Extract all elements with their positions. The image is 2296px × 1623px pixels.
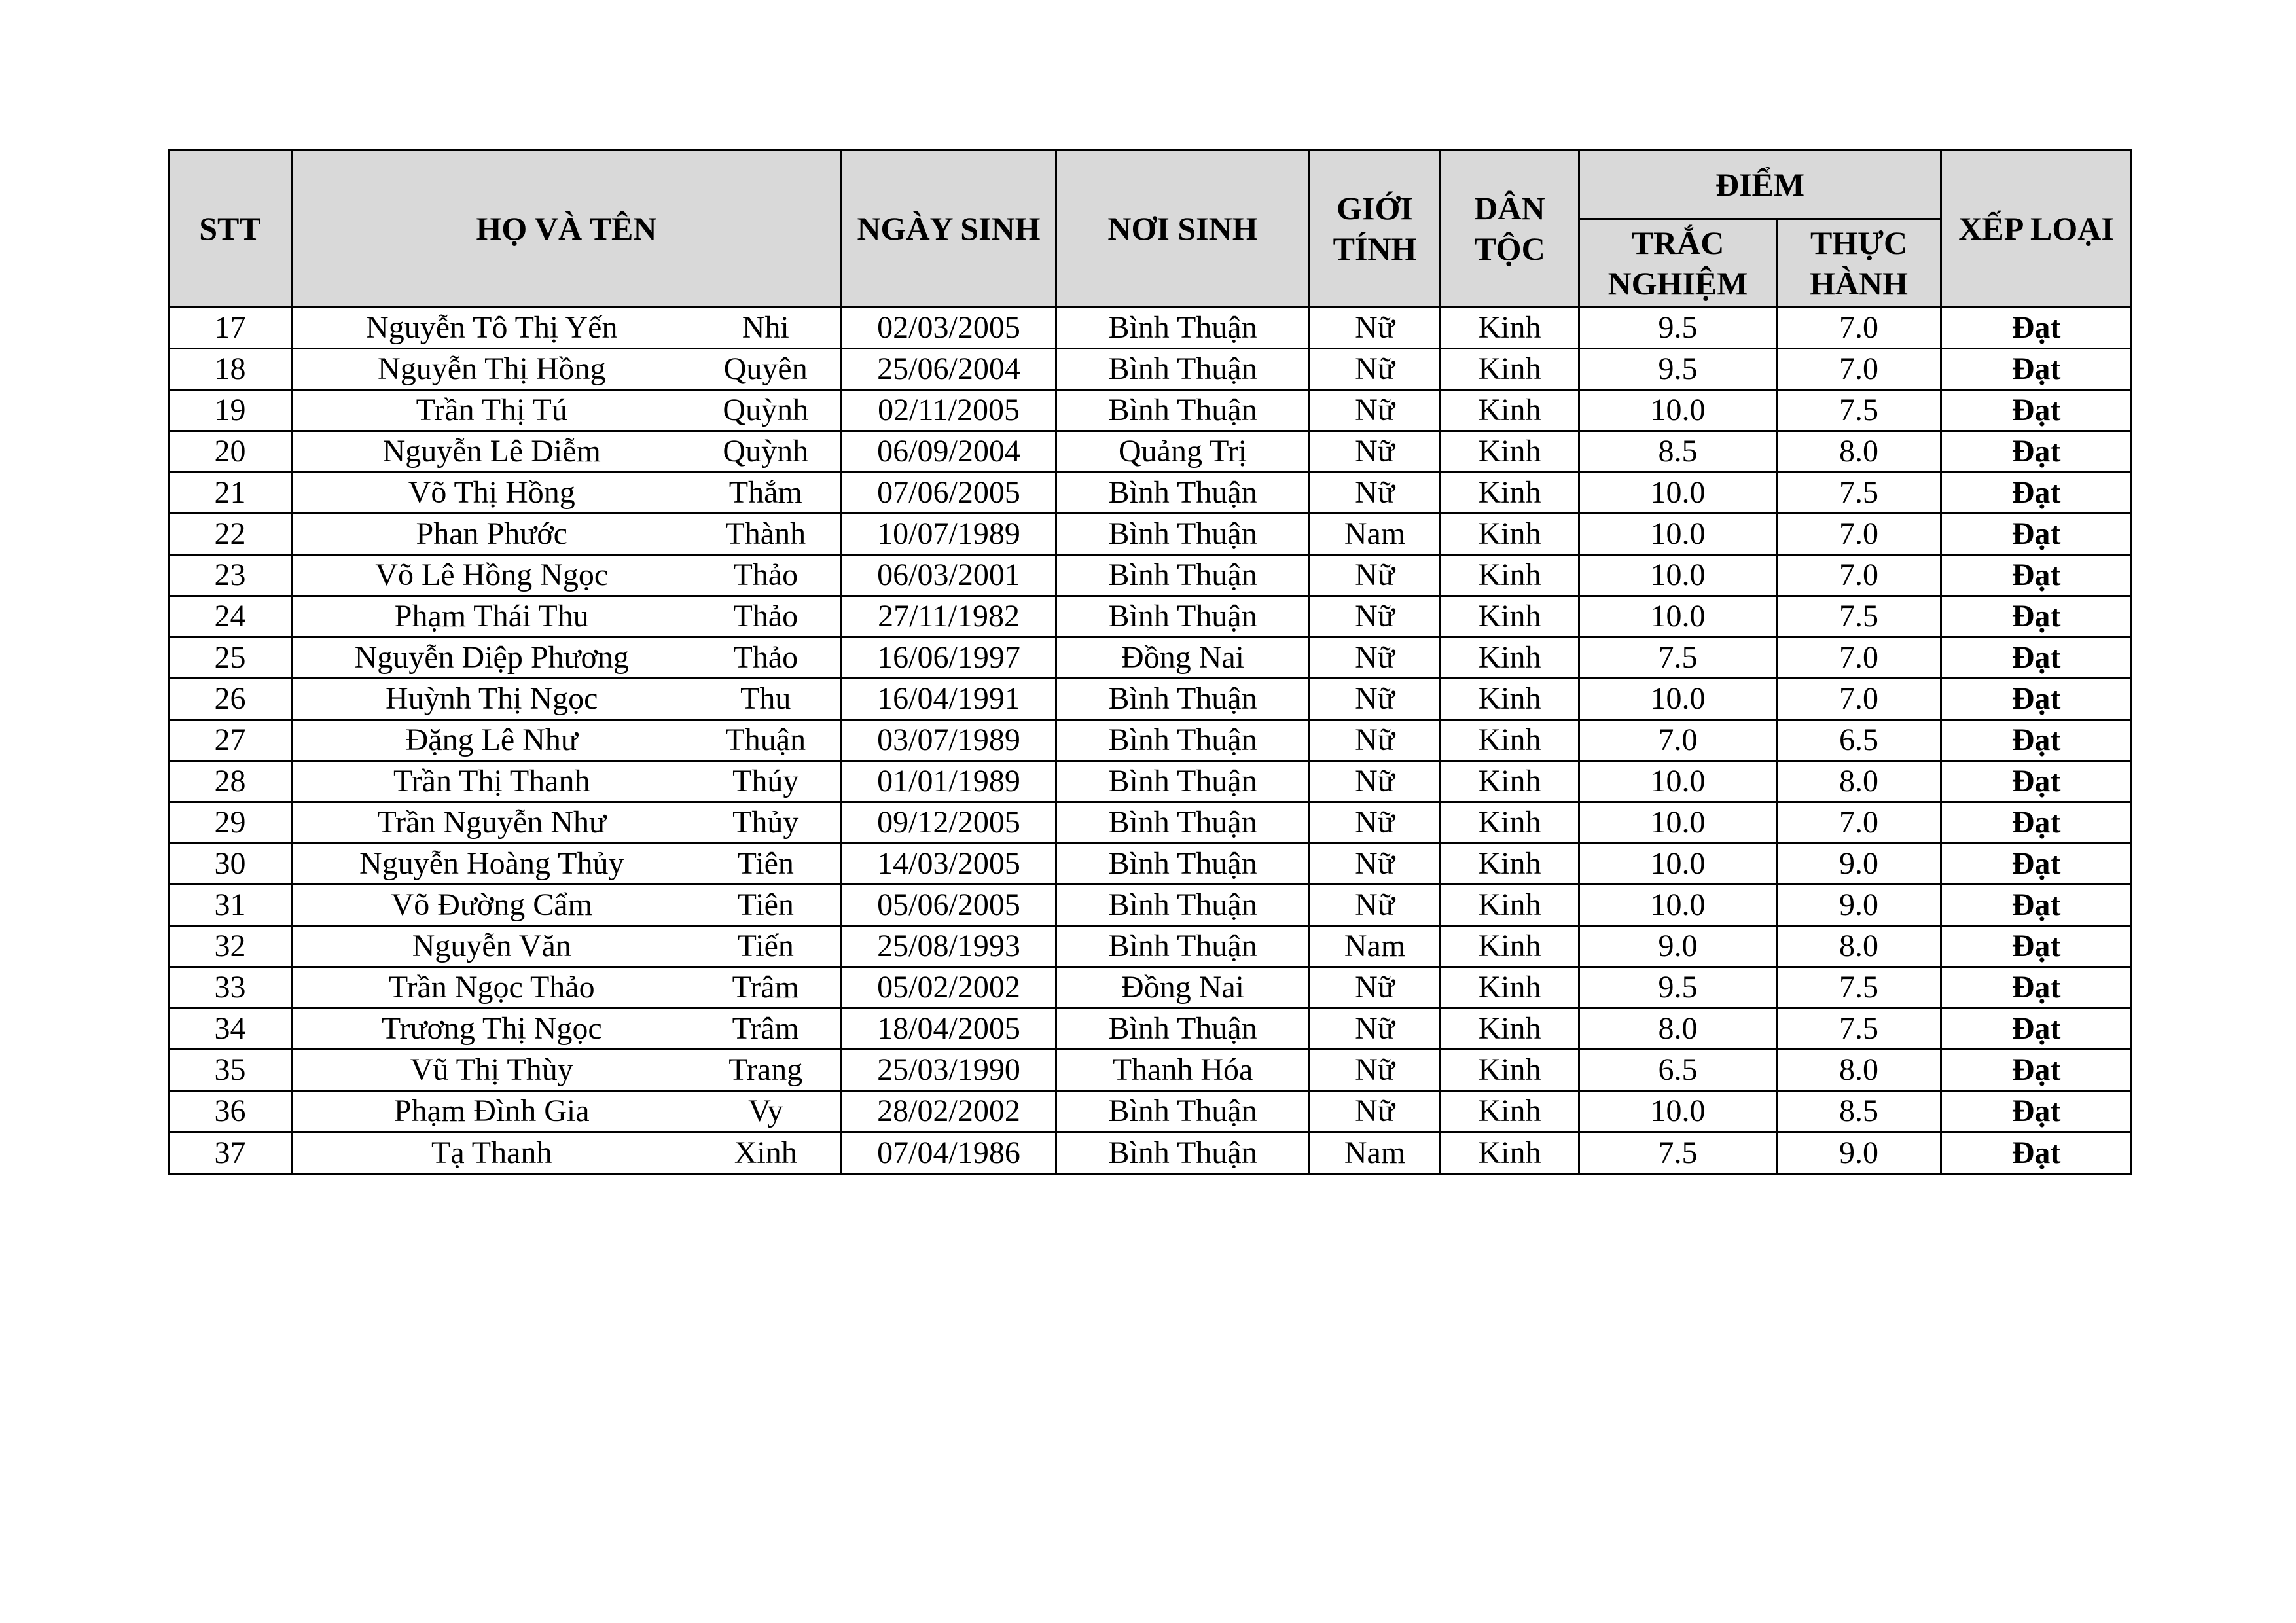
cell-stt: 30 xyxy=(169,844,292,885)
cell-family-name: Trâm xyxy=(691,967,842,1008)
cell-given-name: Nguyễn Tô Thị Yến xyxy=(292,308,691,349)
cell-given-name: Trần Thị Thanh xyxy=(292,761,691,802)
cell-score-practice: 8.0 xyxy=(1777,926,1941,967)
table-row xyxy=(169,844,2132,885)
cell-dob: 07/06/2005 xyxy=(842,473,1056,514)
cell-birthplace: Bình Thuận xyxy=(1056,390,1310,431)
header-stt: STT xyxy=(169,150,292,308)
cell-gender: Nữ xyxy=(1310,720,1441,761)
cell-ethnicity: Kinh xyxy=(1441,308,1579,349)
header-grade: XẾP LOẠI xyxy=(1941,150,2132,308)
cell-given-name: Võ Lê Hồng Ngọc xyxy=(292,555,691,596)
header-ethnicity: DÂN TỘC xyxy=(1441,150,1579,308)
table-row xyxy=(169,967,2132,1008)
cell-grade: Đạt xyxy=(1941,473,2132,514)
cell-dob: 28/02/2002 xyxy=(842,1091,1056,1133)
cell-ethnicity: Kinh xyxy=(1441,1132,1579,1174)
cell-family-name: Thắm xyxy=(691,473,842,514)
cell-dob: 18/04/2005 xyxy=(842,1008,1056,1050)
cell-dob: 05/02/2002 xyxy=(842,967,1056,1008)
cell-gender: Nữ xyxy=(1310,349,1441,390)
cell-score-practice: 8.5 xyxy=(1777,1091,1941,1133)
cell-score-theory: 10.0 xyxy=(1579,514,1777,555)
cell-stt: 23 xyxy=(169,555,292,596)
cell-gender: Nữ xyxy=(1310,308,1441,349)
cell-ethnicity: Kinh xyxy=(1441,679,1579,720)
cell-family-name: Thảo xyxy=(691,637,842,679)
cell-grade: Đạt xyxy=(1941,844,2132,885)
cell-birthplace: Bình Thuận xyxy=(1056,308,1310,349)
cell-given-name: Huỳnh Thị Ngọc xyxy=(292,679,691,720)
cell-given-name: Phạm Thái Thu xyxy=(292,596,691,637)
header-score-theory: TRẮC NGHIỆM xyxy=(1579,219,1777,308)
cell-given-name: Nguyễn Lê Diễm xyxy=(292,431,691,473)
cell-stt: 24 xyxy=(169,596,292,637)
cell-gender: Nữ xyxy=(1310,390,1441,431)
cell-grade: Đạt xyxy=(1941,431,2132,473)
cell-birthplace: Bình Thuận xyxy=(1056,802,1310,844)
cell-stt: 35 xyxy=(169,1050,292,1091)
cell-grade: Đạt xyxy=(1941,720,2132,761)
cell-family-name: Trâm xyxy=(691,1008,842,1050)
cell-stt: 17 xyxy=(169,308,292,349)
cell-score-theory: 10.0 xyxy=(1579,761,1777,802)
cell-dob: 03/07/1989 xyxy=(842,720,1056,761)
cell-dob: 05/06/2005 xyxy=(842,885,1056,926)
cell-dob: 25/08/1993 xyxy=(842,926,1056,967)
cell-birthplace: Bình Thuận xyxy=(1056,473,1310,514)
cell-score-theory: 7.0 xyxy=(1579,720,1777,761)
cell-score-practice: 8.0 xyxy=(1777,1050,1941,1091)
cell-stt: 20 xyxy=(169,431,292,473)
cell-dob: 09/12/2005 xyxy=(842,802,1056,844)
header-full-name: HỌ VÀ TÊN xyxy=(292,150,842,308)
cell-birthplace: Bình Thuận xyxy=(1056,885,1310,926)
cell-grade: Đạt xyxy=(1941,514,2132,555)
cell-birthplace: Bình Thuận xyxy=(1056,514,1310,555)
table-row xyxy=(169,802,2132,844)
cell-family-name: Thuận xyxy=(691,720,842,761)
cell-birthplace: Bình Thuận xyxy=(1056,926,1310,967)
cell-ethnicity: Kinh xyxy=(1441,720,1579,761)
cell-score-theory: 9.5 xyxy=(1579,967,1777,1008)
cell-stt: 27 xyxy=(169,720,292,761)
cell-score-practice: 7.0 xyxy=(1777,514,1941,555)
cell-score-theory: 7.5 xyxy=(1579,1132,1777,1174)
cell-score-theory: 10.0 xyxy=(1579,802,1777,844)
cell-family-name: Nhi xyxy=(691,308,842,349)
cell-gender: Nam xyxy=(1310,926,1441,967)
cell-dob: 07/04/1986 xyxy=(842,1132,1056,1174)
cell-score-theory: 10.0 xyxy=(1579,844,1777,885)
cell-score-practice: 8.0 xyxy=(1777,761,1941,802)
cell-score-practice: 9.0 xyxy=(1777,885,1941,926)
cell-birthplace: Thanh Hóa xyxy=(1056,1050,1310,1091)
cell-family-name: Tiến xyxy=(691,926,842,967)
cell-birthplace: Bình Thuận xyxy=(1056,844,1310,885)
header-dob: NGÀY SINH xyxy=(842,150,1056,308)
cell-ethnicity: Kinh xyxy=(1441,349,1579,390)
table-row xyxy=(169,473,2132,514)
cell-gender: Nữ xyxy=(1310,596,1441,637)
cell-grade: Đạt xyxy=(1941,1132,2132,1174)
cell-score-practice: 9.0 xyxy=(1777,844,1941,885)
table-row xyxy=(169,1132,2132,1174)
header-score-practice: THỰC HÀNH xyxy=(1777,219,1941,308)
cell-grade: Đạt xyxy=(1941,637,2132,679)
cell-family-name: Quỳnh xyxy=(691,390,842,431)
cell-family-name: Thảo xyxy=(691,555,842,596)
cell-given-name: Nguyễn Văn xyxy=(292,926,691,967)
cell-gender: Nữ xyxy=(1310,679,1441,720)
table-body xyxy=(169,308,2132,1174)
cell-ethnicity: Kinh xyxy=(1441,761,1579,802)
cell-gender: Nữ xyxy=(1310,1008,1441,1050)
table-row xyxy=(169,637,2132,679)
cell-family-name: Quyên xyxy=(691,349,842,390)
cell-birthplace: Bình Thuận xyxy=(1056,349,1310,390)
cell-given-name: Võ Thị Hồng xyxy=(292,473,691,514)
header-score: ĐIỂM xyxy=(1579,150,1941,219)
table-row xyxy=(169,1091,2132,1133)
cell-ethnicity: Kinh xyxy=(1441,637,1579,679)
cell-score-theory: 10.0 xyxy=(1579,555,1777,596)
cell-family-name: Thảo xyxy=(691,596,842,637)
cell-stt: 32 xyxy=(169,926,292,967)
cell-family-name: Thành xyxy=(691,514,842,555)
cell-score-practice: 7.0 xyxy=(1777,555,1941,596)
cell-stt: 36 xyxy=(169,1091,292,1133)
cell-stt: 29 xyxy=(169,802,292,844)
cell-dob: 25/06/2004 xyxy=(842,349,1056,390)
cell-dob: 01/01/1989 xyxy=(842,761,1056,802)
cell-given-name: Nguyễn Thị Hồng xyxy=(292,349,691,390)
cell-stt: 33 xyxy=(169,967,292,1008)
cell-grade: Đạt xyxy=(1941,761,2132,802)
cell-score-theory: 8.5 xyxy=(1579,431,1777,473)
cell-gender: Nữ xyxy=(1310,802,1441,844)
cell-grade: Đạt xyxy=(1941,802,2132,844)
cell-dob: 06/03/2001 xyxy=(842,555,1056,596)
table-row xyxy=(169,349,2132,390)
cell-given-name: Tạ Thanh xyxy=(292,1132,691,1174)
cell-score-theory: 10.0 xyxy=(1579,1091,1777,1133)
cell-given-name: Trương Thị Ngọc xyxy=(292,1008,691,1050)
cell-ethnicity: Kinh xyxy=(1441,390,1579,431)
cell-dob: 02/03/2005 xyxy=(842,308,1056,349)
cell-score-theory: 7.5 xyxy=(1579,637,1777,679)
table-row xyxy=(169,885,2132,926)
cell-stt: 21 xyxy=(169,473,292,514)
cell-score-theory: 6.5 xyxy=(1579,1050,1777,1091)
cell-birthplace: Bình Thuận xyxy=(1056,679,1310,720)
cell-birthplace: Đồng Nai xyxy=(1056,637,1310,679)
cell-family-name: Thu xyxy=(691,679,842,720)
cell-ethnicity: Kinh xyxy=(1441,967,1579,1008)
cell-birthplace: Bình Thuận xyxy=(1056,761,1310,802)
cell-ethnicity: Kinh xyxy=(1441,514,1579,555)
cell-stt: 28 xyxy=(169,761,292,802)
cell-dob: 16/06/1997 xyxy=(842,637,1056,679)
table-row xyxy=(169,596,2132,637)
cell-gender: Nữ xyxy=(1310,431,1441,473)
cell-gender: Nữ xyxy=(1310,1050,1441,1091)
cell-dob: 14/03/2005 xyxy=(842,844,1056,885)
cell-grade: Đạt xyxy=(1941,1008,2132,1050)
cell-score-theory: 10.0 xyxy=(1579,885,1777,926)
cell-score-practice: 7.5 xyxy=(1777,596,1941,637)
table-row xyxy=(169,761,2132,802)
cell-given-name: Trần Ngọc Thảo xyxy=(292,967,691,1008)
cell-birthplace: Bình Thuận xyxy=(1056,720,1310,761)
table-row xyxy=(169,390,2132,431)
cell-score-theory: 10.0 xyxy=(1579,596,1777,637)
cell-family-name: Thủy xyxy=(691,802,842,844)
cell-ethnicity: Kinh xyxy=(1441,802,1579,844)
cell-ethnicity: Kinh xyxy=(1441,1050,1579,1091)
cell-given-name: Nguyễn Hoàng Thủy xyxy=(292,844,691,885)
cell-stt: 37 xyxy=(169,1132,292,1174)
cell-ethnicity: Kinh xyxy=(1441,885,1579,926)
cell-grade: Đạt xyxy=(1941,390,2132,431)
cell-score-practice: 7.5 xyxy=(1777,1008,1941,1050)
cell-birthplace: Bình Thuận xyxy=(1056,555,1310,596)
cell-score-practice: 7.0 xyxy=(1777,349,1941,390)
cell-ethnicity: Kinh xyxy=(1441,1008,1579,1050)
cell-score-theory: 9.5 xyxy=(1579,349,1777,390)
cell-family-name: Thúy xyxy=(691,761,842,802)
cell-birthplace: Bình Thuận xyxy=(1056,596,1310,637)
header-row-top xyxy=(169,150,2132,219)
cell-score-practice: 7.0 xyxy=(1777,637,1941,679)
cell-given-name: Đặng Lê Như xyxy=(292,720,691,761)
cell-family-name: Xinh xyxy=(691,1132,842,1174)
cell-dob: 16/04/1991 xyxy=(842,679,1056,720)
cell-ethnicity: Kinh xyxy=(1441,926,1579,967)
cell-stt: 31 xyxy=(169,885,292,926)
cell-stt: 18 xyxy=(169,349,292,390)
cell-grade: Đạt xyxy=(1941,1091,2132,1133)
cell-ethnicity: Kinh xyxy=(1441,596,1579,637)
cell-stt: 19 xyxy=(169,390,292,431)
cell-gender: Nữ xyxy=(1310,1091,1441,1133)
cell-gender: Nữ xyxy=(1310,637,1441,679)
cell-gender: Nữ xyxy=(1310,555,1441,596)
cell-birthplace: Quảng Trị xyxy=(1056,431,1310,473)
table-row xyxy=(169,1008,2132,1050)
cell-score-practice: 7.0 xyxy=(1777,679,1941,720)
table-row xyxy=(169,555,2132,596)
cell-given-name: Trần Nguyễn Như xyxy=(292,802,691,844)
cell-grade: Đạt xyxy=(1941,555,2132,596)
cell-gender: Nữ xyxy=(1310,967,1441,1008)
cell-score-practice: 9.0 xyxy=(1777,1132,1941,1174)
table-row xyxy=(169,926,2132,967)
cell-score-practice: 7.5 xyxy=(1777,473,1941,514)
table-row xyxy=(169,720,2132,761)
cell-ethnicity: Kinh xyxy=(1441,1091,1579,1133)
cell-birthplace: Bình Thuận xyxy=(1056,1008,1310,1050)
cell-gender: Nam xyxy=(1310,1132,1441,1174)
cell-score-theory: 10.0 xyxy=(1579,473,1777,514)
cell-given-name: Phan Phước xyxy=(292,514,691,555)
cell-given-name: Phạm Đình Gia xyxy=(292,1091,691,1133)
cell-stt: 22 xyxy=(169,514,292,555)
cell-grade: Đạt xyxy=(1941,349,2132,390)
table-row xyxy=(169,431,2132,473)
cell-family-name: Quỳnh xyxy=(691,431,842,473)
cell-birthplace: Đồng Nai xyxy=(1056,967,1310,1008)
cell-score-practice: 7.5 xyxy=(1777,390,1941,431)
cell-gender: Nữ xyxy=(1310,473,1441,514)
cell-ethnicity: Kinh xyxy=(1441,844,1579,885)
cell-score-theory: 10.0 xyxy=(1579,679,1777,720)
cell-family-name: Tiên xyxy=(691,844,842,885)
cell-score-practice: 6.5 xyxy=(1777,720,1941,761)
cell-given-name: Vũ Thị Thùy xyxy=(292,1050,691,1091)
cell-ethnicity: Kinh xyxy=(1441,473,1579,514)
cell-given-name: Võ Đường Cẩm xyxy=(292,885,691,926)
cell-stt: 26 xyxy=(169,679,292,720)
cell-dob: 06/09/2004 xyxy=(842,431,1056,473)
cell-family-name: Vy xyxy=(691,1091,842,1133)
results-table xyxy=(168,149,2132,1175)
cell-dob: 10/07/1989 xyxy=(842,514,1056,555)
table-row xyxy=(169,1050,2132,1091)
cell-stt: 34 xyxy=(169,1008,292,1050)
cell-grade: Đạt xyxy=(1941,308,2132,349)
cell-score-theory: 10.0 xyxy=(1579,390,1777,431)
cell-score-theory: 8.0 xyxy=(1579,1008,1777,1050)
header-gender: GIỚI TÍNH xyxy=(1310,150,1441,308)
cell-grade: Đạt xyxy=(1941,926,2132,967)
cell-dob: 25/03/1990 xyxy=(842,1050,1056,1091)
cell-score-practice: 8.0 xyxy=(1777,431,1941,473)
cell-stt: 25 xyxy=(169,637,292,679)
cell-score-practice: 7.0 xyxy=(1777,802,1941,844)
table-row xyxy=(169,514,2132,555)
cell-dob: 27/11/1982 xyxy=(842,596,1056,637)
cell-score-theory: 9.0 xyxy=(1579,926,1777,967)
cell-given-name: Nguyễn Diệp Phương xyxy=(292,637,691,679)
cell-birthplace: Bình Thuận xyxy=(1056,1132,1310,1174)
cell-score-practice: 7.0 xyxy=(1777,308,1941,349)
cell-ethnicity: Kinh xyxy=(1441,431,1579,473)
cell-birthplace: Bình Thuận xyxy=(1056,1091,1310,1133)
cell-family-name: Trang xyxy=(691,1050,842,1091)
cell-grade: Đạt xyxy=(1941,679,2132,720)
cell-given-name: Trần Thị Tú xyxy=(292,390,691,431)
cell-score-practice: 7.5 xyxy=(1777,967,1941,1008)
header-birthplace: NƠI SINH xyxy=(1056,150,1310,308)
cell-gender: Nữ xyxy=(1310,761,1441,802)
cell-score-theory: 9.5 xyxy=(1579,308,1777,349)
cell-gender: Nữ xyxy=(1310,844,1441,885)
cell-gender: Nữ xyxy=(1310,885,1441,926)
cell-family-name: Tiên xyxy=(691,885,842,926)
cell-grade: Đạt xyxy=(1941,967,2132,1008)
cell-grade: Đạt xyxy=(1941,885,2132,926)
cell-gender: Nam xyxy=(1310,514,1441,555)
table-row xyxy=(169,308,2132,349)
cell-grade: Đạt xyxy=(1941,1050,2132,1091)
cell-ethnicity: Kinh xyxy=(1441,555,1579,596)
cell-dob: 02/11/2005 xyxy=(842,390,1056,431)
table-row xyxy=(169,679,2132,720)
cell-grade: Đạt xyxy=(1941,596,2132,637)
